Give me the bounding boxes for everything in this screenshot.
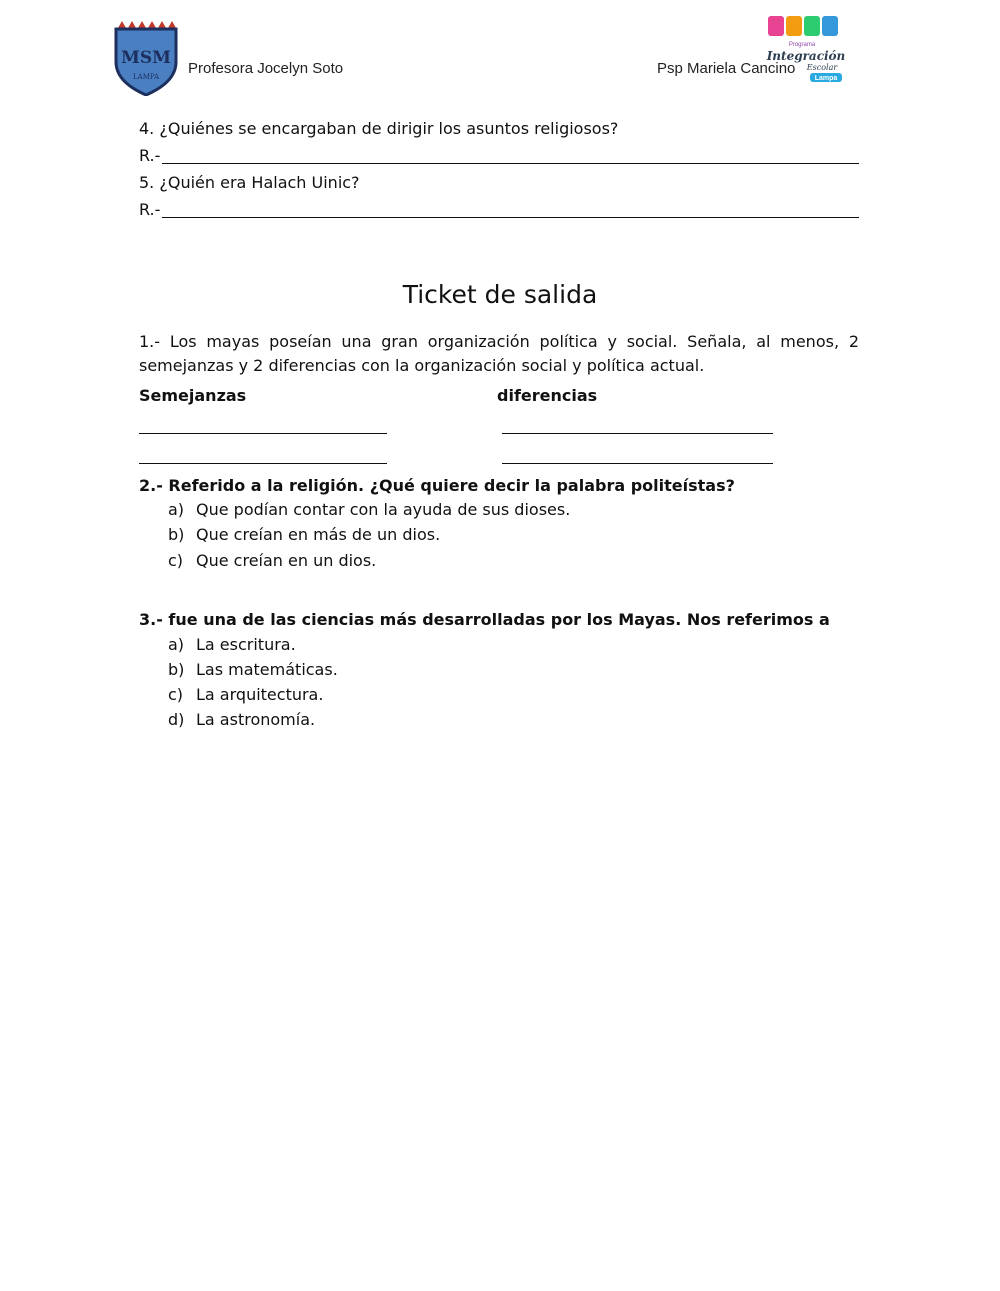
ticket-question-3: 3.- fue una de las ciencias más desarrolladas por los Mayas. Nos referimos a — [139, 610, 830, 629]
logo-integracion-text: Integración — [766, 49, 846, 63]
program-logo — [762, 12, 850, 84]
question-5: 5. ¿Quién era Halach Uinic? — [139, 173, 360, 192]
q3-option-d-text: La astronomía. — [196, 710, 316, 729]
logo-escolar-text: Escolar — [806, 63, 838, 72]
teacher-name: Profesora Jocelyn Soto — [188, 60, 344, 77]
q3-option-b-letter: b) — [168, 660, 185, 679]
diferencia-line-1[interactable] — [502, 433, 773, 434]
page-title: Ticket de salida — [402, 280, 598, 309]
school-logo — [112, 18, 180, 96]
answer-5-prefix: R.- — [139, 200, 161, 219]
diferencia-line-2[interactable] — [502, 463, 773, 464]
q2-option-b[interactable] — [168, 523, 440, 547]
diferencias-label: diferencias — [497, 386, 598, 405]
ticket-question-1: 1.- Los mayas poseían una gran organización política y social. Señala, al menos, 2 semejanzas y 2 diferencias con la organización social y política actual. — [139, 332, 859, 375]
answer-5-line[interactable] — [162, 217, 859, 218]
q2-option-c-letter: c) — [168, 551, 184, 570]
q3-option-a-letter: a) — [168, 635, 185, 654]
q2-option-b-text: Que creían en más de un dios. — [196, 525, 441, 544]
q3-option-b-text: Las matemáticas. — [196, 660, 338, 679]
q3-option-a[interactable] — [168, 633, 296, 657]
answer-4-prefix: R.- — [139, 146, 161, 165]
q2-option-a-letter: a) — [168, 500, 185, 519]
q2-option-c-text: Que creían en un dios. — [196, 551, 377, 570]
q3-option-c[interactable] — [168, 683, 323, 707]
q3-option-d-letter: d) — [168, 710, 185, 729]
q3-option-b[interactable] — [168, 658, 338, 682]
q3-option-c-letter: c) — [168, 685, 184, 704]
semejanzas-label: Semejanzas — [139, 386, 247, 405]
ticket-question-2: 2.- Referido a la religión. ¿Qué quiere decir la palabra politeístas? — [139, 476, 735, 495]
q2-option-a-text: Que podían contar con la ayuda de sus dioses. — [196, 500, 571, 519]
q2-option-b-letter: b) — [168, 525, 185, 544]
psp-name: Psp Mariela Cancino — [657, 60, 796, 77]
q3-option-c-text: La arquitectura. — [196, 685, 324, 704]
question-4: 4. ¿Quiénes se encargaban de dirigir los asuntos religiosos? — [139, 119, 619, 138]
q2-option-c[interactable] — [168, 549, 376, 573]
logo-lampa-badge-text: Lampa — [814, 75, 838, 82]
q3-option-d[interactable] — [168, 708, 315, 732]
q2-option-a[interactable] — [168, 498, 570, 522]
q3-option-a-text: La escritura. — [196, 635, 296, 654]
logo-programa-text: Programa — [788, 42, 816, 48]
logo-msm-text: MSM — [121, 48, 171, 68]
semejanza-line-2[interactable] — [139, 463, 387, 464]
answer-4-line[interactable] — [162, 163, 859, 164]
logo-lampa-text: LAMPA — [133, 73, 159, 81]
semejanza-line-1[interactable] — [139, 433, 387, 434]
